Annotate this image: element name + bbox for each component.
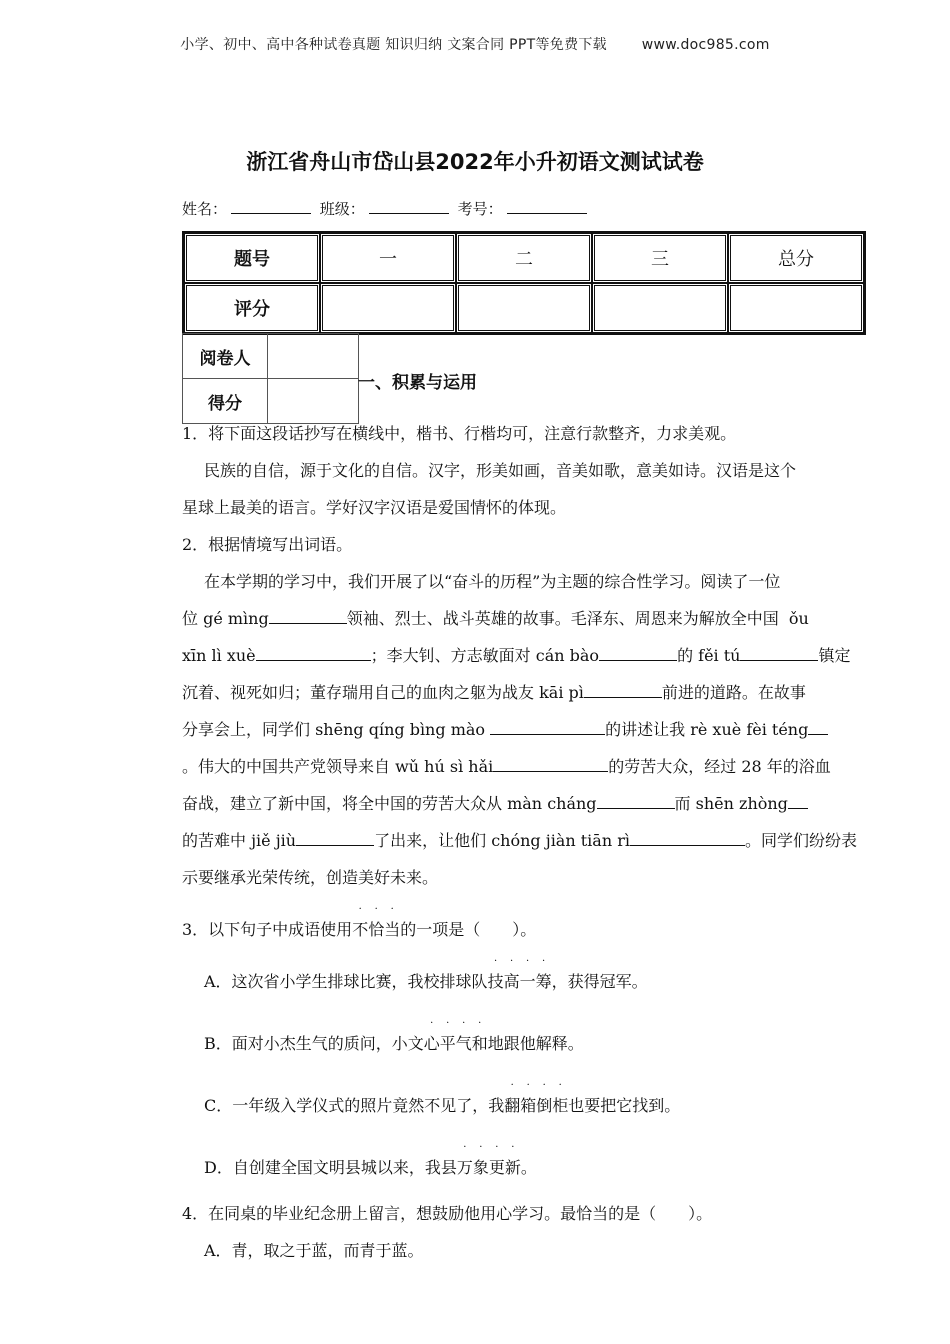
q2-text: 镇定: [818, 646, 851, 665]
answer-blank[interactable]: [584, 681, 662, 698]
q2-line: 示要继承光荣传统，创造美好未来。: [182, 868, 439, 887]
page-title: 浙江省舟山市岱山县2022年小升初语文测试试卷: [246, 150, 704, 174]
q2-line: [182, 605, 862, 642]
score-cell-question-no: 题号: [184, 233, 320, 283]
q2-stem: 2．根据情境写出词语。: [182, 535, 353, 554]
answer-blank[interactable]: [269, 607, 347, 624]
emphasized-text: 心平气和: [423, 1034, 488, 1053]
name-field[interactable]: [231, 199, 311, 214]
emphasis-dots: · · · · 翻箱倒柜: [504, 1080, 569, 1115]
option-text: ，获得冠军。: [551, 972, 648, 991]
score-cell-blank[interactable]: [320, 283, 456, 333]
q2-line: [182, 790, 862, 827]
q1-passage-line: 民族的自信，源于文化的自信。汉字，形美如画，音美如歌，意美如诗。汉语是这个: [204, 461, 797, 480]
grader-score-label: 得分: [183, 379, 268, 424]
pinyin-text: ǒu: [788, 609, 809, 628]
emphasized-text: 翻箱倒柜: [504, 1096, 569, 1115]
answer-blank[interactable]: [597, 792, 675, 809]
q2-text: 领袖、烈士、战斗英雄的故事。毛泽东、周恩来为解放全中国: [346, 609, 779, 628]
q2-line: [182, 716, 862, 753]
emphasis-dots: · · · · 万象更新: [456, 1142, 521, 1177]
q3-text: 3．以下句子中成语使用: [182, 920, 353, 939]
q2-line: [182, 827, 862, 864]
answer-blank[interactable]: [256, 644, 371, 661]
answer-blank[interactable]: [630, 829, 745, 846]
answer-blank[interactable]: [599, 644, 677, 661]
header-site[interactable]: www.doc985.com: [641, 37, 770, 53]
score-cell-one: 一: [320, 233, 456, 283]
class-field[interactable]: [369, 199, 449, 214]
q2-line: [182, 753, 862, 790]
score-cell-total: 总分: [728, 233, 864, 283]
emphasized-text: 技高一筹: [487, 972, 552, 991]
answer-blank[interactable]: [296, 829, 374, 846]
q3-option-c[interactable]: [182, 1080, 862, 1154]
score-cell-blank[interactable]: [456, 283, 592, 333]
score-table-header-row: [184, 233, 864, 283]
pinyin-text: xīn lì xuè: [182, 646, 256, 665]
option-text: D．自创建全国文明县城以来，我县: [204, 1158, 457, 1177]
option-text: 地跟他解释。: [487, 1034, 584, 1053]
question-content: [182, 420, 862, 1274]
emphasis-dots: · · · · 心平气和: [423, 1018, 488, 1053]
q2-text: 的劳苦大众，经过 28 年的浴血: [608, 757, 831, 776]
answer-blank[interactable]: [740, 644, 818, 661]
emphasized-text: 不恰当: [352, 920, 401, 939]
q2-text: 而 shēn zhòng: [674, 794, 788, 813]
answer-blank[interactable]: [808, 718, 828, 735]
q2-text: 分享会上，同学们 shēng qíng bìng mào: [182, 720, 486, 739]
score-cell-blank[interactable]: [728, 283, 864, 333]
page-header: [0, 34, 950, 54]
score-cell-two: 二: [456, 233, 592, 283]
pinyin-text: 位 gé mìng: [182, 609, 269, 628]
q2-text: 。同学们纷纷表: [744, 831, 857, 850]
emphasis-dots: · · · · 技高一筹: [487, 956, 552, 991]
score-cell-score-label: 评分: [184, 283, 320, 333]
score-table: [182, 231, 866, 335]
q2-text: 的讲述让我 rè xuè fèi téng: [605, 720, 809, 739]
emphasized-text: 万象更新: [456, 1158, 521, 1177]
option-text: A．这次省小学生排球比赛，我校排球队: [204, 972, 488, 991]
option-text: 也要把它找到。: [568, 1096, 681, 1115]
name-label: 姓名：: [182, 200, 228, 218]
q4-stem: 4．在同桌的毕业纪念册上留言，想鼓励他用心学习。最恰当的是（ ）。: [182, 1204, 713, 1223]
q2-text: 的 fěi tú: [677, 646, 741, 665]
section-title: 一、积累与运用: [358, 373, 477, 393]
q3-option-d[interactable]: [182, 1142, 862, 1200]
answer-blank[interactable]: [788, 792, 808, 809]
option-text: C．一年级入学仪式的照片竟然不见了，我: [204, 1096, 505, 1115]
answer-blank[interactable]: [490, 718, 605, 735]
q3-option-a[interactable]: [182, 956, 862, 1030]
score-table-score-row: [184, 283, 864, 333]
header-banner: 小学、初中、高中各种试卷真题 知识归纳 文案合同 PPT等免费下载: [180, 37, 607, 53]
grader-table: [182, 333, 359, 424]
q2-text: 。伟大的中国共产党领导来自 wǔ hú sì hǎi: [182, 757, 494, 776]
score-cell-three: 三: [592, 233, 728, 283]
q2-line: [182, 679, 862, 716]
reviewer-label: 阅卷人: [183, 334, 268, 379]
q2-text: 了出来，让他们 chóng jiàn tiān rì: [374, 831, 630, 850]
answer-blank[interactable]: [493, 755, 608, 772]
q2-text: 沉着、视死如归；董存瑞用自己的血肉之躯为战友 kāi pì: [182, 683, 584, 702]
reviewer-field[interactable]: [268, 334, 359, 379]
q2-text: 前进的道路。在故事: [661, 683, 806, 702]
q2-text: ；李大钊、方志敏面对 cán bào: [370, 646, 600, 665]
emphasis-dots: · · · 不恰当: [352, 904, 401, 939]
q1-passage-line: 星球上最美的语言。学好汉字汉语是爱国情怀的体现。: [182, 498, 567, 517]
q2-line: [182, 642, 862, 679]
class-label: 班级：: [319, 200, 365, 218]
q2-text: 的苦难中 jiě jiù: [182, 831, 297, 850]
grader-score-field[interactable]: [268, 379, 359, 424]
q2-text: 奋战，建立了新中国，将全中国的劳苦大众从 màn cháng: [182, 794, 597, 813]
exam-no-label: 考号：: [457, 200, 503, 218]
option-text: B．面对小杰生气的质问，小文: [204, 1034, 424, 1053]
q1-stem: 1．将下面这段话抄写在横线中，楷书、行楷均可，注意行款整齐，力求美观。: [182, 424, 737, 443]
score-cell-blank[interactable]: [592, 283, 728, 333]
q2-line: 在本学期的学习中，我们开展了以“奋斗的历程”为主题的综合性学习。阅读了一位: [204, 572, 781, 591]
option-text: 。: [520, 1158, 537, 1177]
q4-option-a[interactable]: A．青，取之于蓝，而青于蓝。: [204, 1241, 424, 1260]
student-info: [182, 198, 591, 219]
exam-no-field[interactable]: [507, 199, 587, 214]
q3-text: 的一项是（ ）。: [400, 920, 537, 939]
